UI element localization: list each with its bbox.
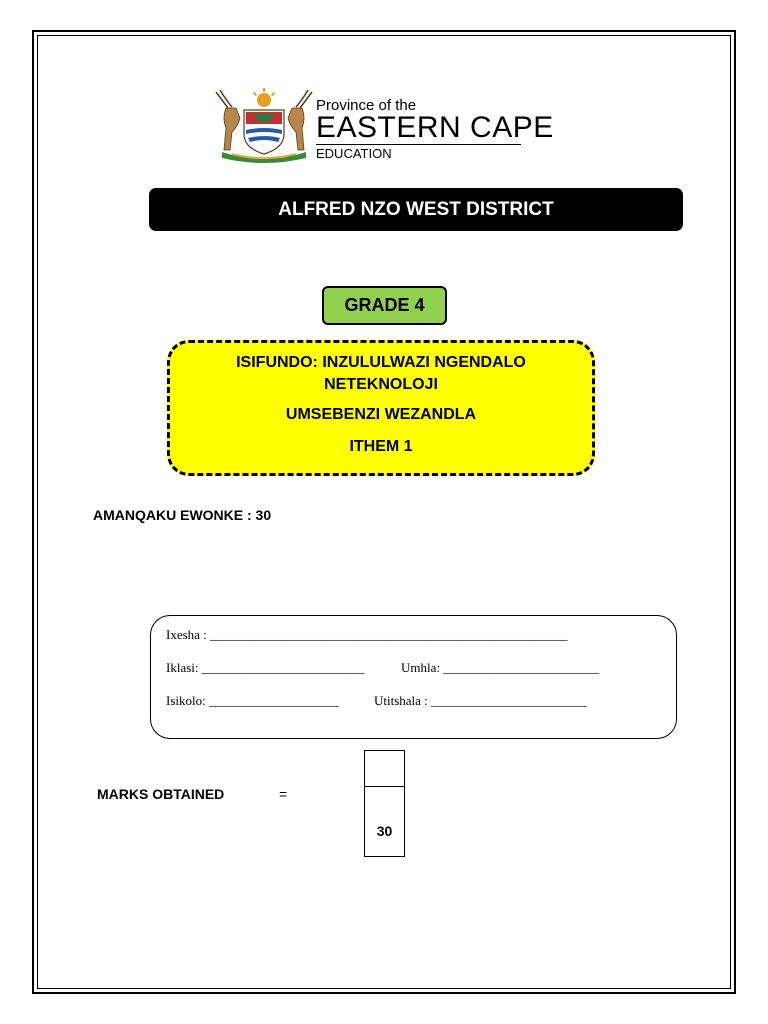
grade-label: GRADE 4 <box>344 295 425 315</box>
marks-obtained-label: MARKS OBTAINED <box>97 786 225 802</box>
logo-region-text: EASTERN CAPE <box>316 111 554 144</box>
teacher-field[interactable]: Utitshala : ________________________ <box>374 693 588 708</box>
score-total: 30 <box>376 823 393 839</box>
class-field[interactable]: Iklasi: _________________________ <box>166 660 365 675</box>
subject-box <box>167 340 595 476</box>
logo-wordmark <box>316 98 554 162</box>
subject-line-1: ISIFUNDO: INZULULWAZI NGENDALO <box>236 354 526 371</box>
grade-badge <box>322 286 447 325</box>
district-title: ALFRED NZO WEST DISTRICT <box>278 198 554 220</box>
subject-line-4: ITHEM 1 <box>349 438 413 455</box>
total-marks-label: AMANQAKU EWONKE : 30 <box>93 507 272 523</box>
school-field[interactable]: Isikolo: ____________________ <box>166 693 339 708</box>
logo-divider <box>316 144 521 145</box>
learner-info-box <box>150 615 677 739</box>
subject-line-2: NETEKNOLOJI <box>324 376 438 393</box>
marks-equals-sign: = <box>279 786 288 802</box>
score-box <box>364 750 405 857</box>
subject-line-3: UMSEBENZI WEZANDLA <box>285 406 477 423</box>
logo-province-text: Province of the <box>316 97 417 114</box>
time-field[interactable]: Ixesha : _______________________________________________________ <box>166 627 568 642</box>
logo-department-text: EDUCATION <box>316 146 392 161</box>
date-field[interactable]: Umhla: ________________________ <box>401 660 600 675</box>
score-divider <box>365 786 404 787</box>
district-banner <box>149 188 683 231</box>
